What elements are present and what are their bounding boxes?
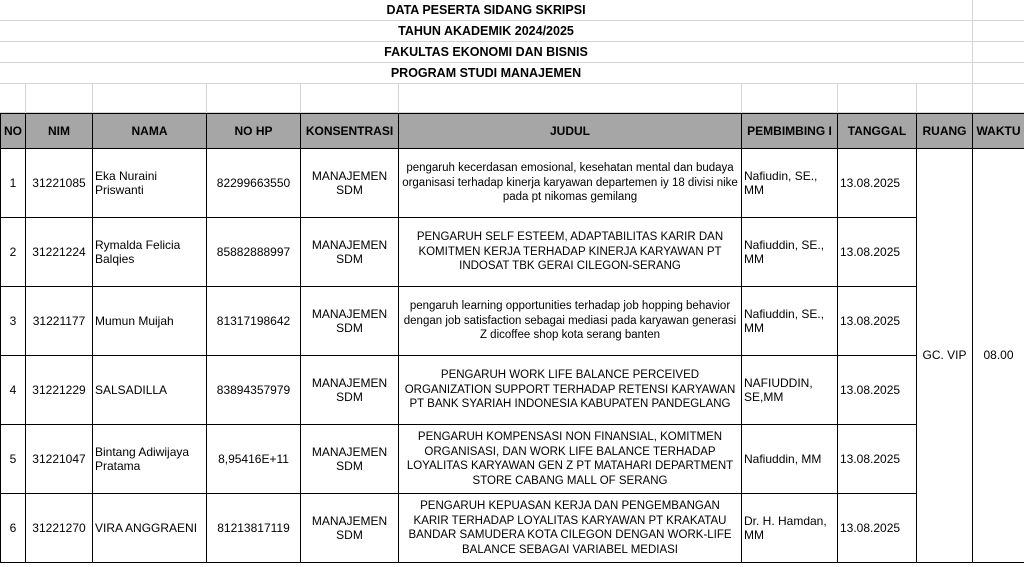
cell-judul: PENGARUH KOMPENSASI NON FINANSIAL, KOMITMEN ORGANISASI, DAN WORK LIFE BALANCE TERHADAP LOYALITAS KARYAWAN GEN Z PT MATAHARI DEPARTMENT STORE CABANG MALL OF SERANG <box>399 425 742 494</box>
cell-pembimbing: Nafiuddin, SE., MM <box>742 287 838 356</box>
table-row <box>1 494 1024 563</box>
title-line-3: FAKULTAS EKONOMI DAN BISNIS <box>384 45 588 59</box>
col-header-nama: NAMA <box>93 114 207 149</box>
cell-tanggal: 13.08.2025 <box>838 149 917 218</box>
cell-no: 2 <box>1 218 26 287</box>
cell-nohp: 83894357979 <box>207 356 301 425</box>
cell-tanggal: 13.08.2025 <box>838 356 917 425</box>
cell-no: 3 <box>1 287 26 356</box>
table-row <box>1 287 1024 356</box>
cell-nim: 31221085 <box>26 149 93 218</box>
cell-judul: pengaruh learning opportunities terhadap job hopping behavior dengan job satisfaction sebagai mediasi pada karyawan generasi Z dicoffee shop kota serang banten <box>399 287 742 356</box>
cell-nama: Eka Nuraini Priswanti <box>93 149 207 218</box>
cell-pembimbing: Dr. H. Hamdan, MM <box>742 494 838 563</box>
cell-no: 1 <box>1 149 26 218</box>
title-line-1: DATA PESERTA SIDANG SKRIPSI <box>386 3 586 17</box>
participants-table <box>0 113 1024 563</box>
table-row <box>1 149 1024 218</box>
cell-nama: SALSADILLA <box>93 356 207 425</box>
cell-judul: PENGARUH WORK LIFE BALANCE PERCEIVED ORGANIZATION SUPPORT TERHADAP RETENSI KARYAWAN PT BANK SYARIAH INDONESIA KABUPATEN PANDEGLANG <box>399 356 742 425</box>
header-row <box>1 114 1024 149</box>
table-row <box>1 218 1024 287</box>
cell-waktu: 08.00 <box>973 149 1024 563</box>
col-header-no: NO <box>1 114 26 149</box>
cell-nama: Rymalda Felicia Balqies <box>93 218 207 287</box>
cell-no: 6 <box>1 494 26 563</box>
title-line-4: PROGRAM STUDI MANAJEMEN <box>390 66 582 80</box>
cell-nim: 31221047 <box>26 425 93 494</box>
col-header-tanggal: TANGGAL <box>838 114 917 149</box>
cell-tanggal: 13.08.2025 <box>838 494 917 563</box>
cell-nohp: 81317198642 <box>207 287 301 356</box>
col-header-judul: JUDUL <box>399 114 742 149</box>
table-row <box>1 356 1024 425</box>
blank-row <box>0 84 1024 113</box>
col-header-waktu: WAKTU <box>973 114 1024 149</box>
cell-tanggal: 13.08.2025 <box>838 425 917 494</box>
cell-nim: 31221270 <box>26 494 93 563</box>
col-header-nim: NIM <box>26 114 93 149</box>
cell-pembimbing: NAFIUDDIN, SE,MM <box>742 356 838 425</box>
title-row-1 <box>0 0 1024 21</box>
title-row-4 <box>0 63 1024 84</box>
cell-nim: 31221224 <box>26 218 93 287</box>
col-header-nohp: NO HP <box>207 114 301 149</box>
cell-nohp: 81213817119 <box>207 494 301 563</box>
cell-nim: 31221177 <box>26 287 93 356</box>
cell-pembimbing: Nafiuddin, MM <box>742 425 838 494</box>
cell-tanggal: 13.08.2025 <box>838 287 917 356</box>
cell-judul: pengaruh kecerdasan emosional, kesehatan mental dan budaya organisasi terhadap kinerja karyawan departemen iy 18 divisi nike pada pt nikomas gemilang <box>399 149 742 218</box>
cell-nim: 31221229 <box>26 356 93 425</box>
cell-pembimbing: Nafiudin, SE., MM <box>742 149 838 218</box>
cell-nama: Mumun Muijah <box>93 287 207 356</box>
cell-no: 5 <box>1 425 26 494</box>
cell-konsentrasi: MANAJEMEN SDM <box>301 218 399 287</box>
col-header-konsentrasi: KONSENTRASI <box>301 114 399 149</box>
cell-nohp: 8,95416E+11 <box>207 425 301 494</box>
cell-nama: Bintang Adiwijaya Pratama <box>93 425 207 494</box>
title-row-3 <box>0 42 1024 63</box>
cell-ruang: GC. VIP <box>917 149 973 563</box>
table-row <box>1 425 1024 494</box>
cell-nohp: 85882888997 <box>207 218 301 287</box>
cell-pembimbing: Nafiuddin, SE., MM <box>742 218 838 287</box>
cell-nohp: 82299663550 <box>207 149 301 218</box>
title-row-2 <box>0 21 1024 42</box>
cell-no: 4 <box>1 356 26 425</box>
cell-konsentrasi: MANAJEMEN SDM <box>301 425 399 494</box>
cell-tanggal: 13.08.2025 <box>838 218 917 287</box>
title-line-2: TAHUN AKADEMIK 2024/2025 <box>398 24 574 38</box>
cell-judul: PENGARUH KEPUASAN KERJA DAN PENGEMBANGAN KARIR TERHADAP LOYALITAS KARYAWAN PT KRAKATAU BANDAR SAMUDERA KOTA CILEGON DENGAN WORK-LIFE BALANCE SEBAGAI VARIABEL MEDIASI <box>399 494 742 563</box>
col-header-pembimbing: PEMBIMBING I <box>742 114 838 149</box>
cell-konsentrasi: MANAJEMEN SDM <box>301 494 399 563</box>
cell-konsentrasi: MANAJEMEN SDM <box>301 149 399 218</box>
cell-konsentrasi: MANAJEMEN SDM <box>301 356 399 425</box>
cell-konsentrasi: MANAJEMEN SDM <box>301 287 399 356</box>
col-header-ruang: RUANG <box>917 114 973 149</box>
cell-nama: VIRA ANGGRAENI <box>93 494 207 563</box>
cell-judul: PENGARUH SELF ESTEEM, ADAPTABILITAS KARIR DAN KOMITMEN KERJA TERHADAP KINERJA KARYAWAN PT INDOSAT TBK GERAI CILEGON-SERANG <box>399 218 742 287</box>
